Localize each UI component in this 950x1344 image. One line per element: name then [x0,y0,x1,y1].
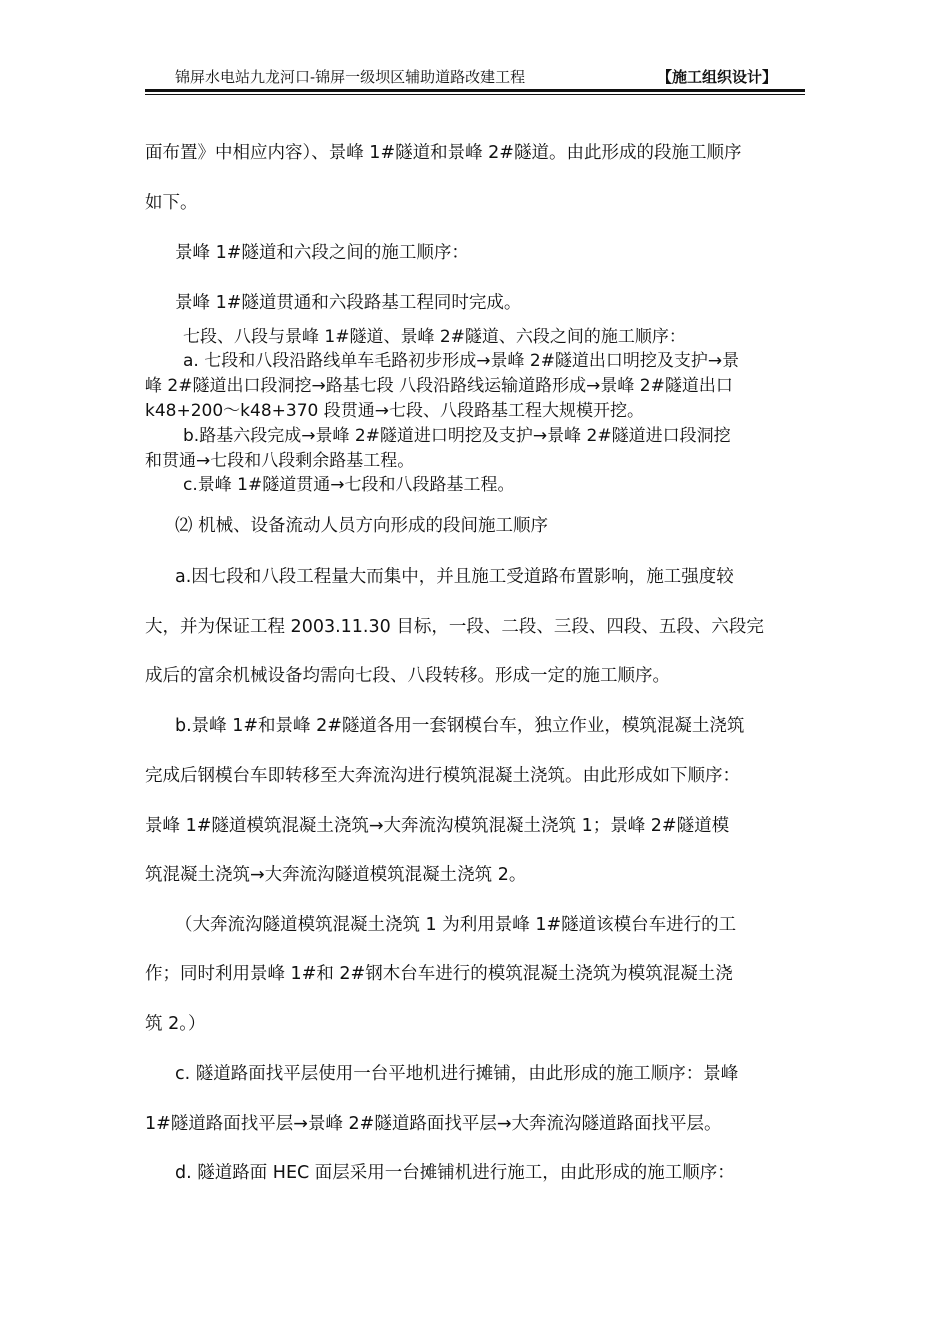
text-line: 和贯通→七段和八段剩余路基工程。 [145,451,415,471]
text-line: 七段、八段与景峰 1#隧道、景峰 2#隧道、六段之间的施工顺序： [183,327,686,347]
header-section-label: 【施工组织设计】 [656,68,777,86]
text-line: （大奔流沟隧道模筑混凝土浇筑 1 为利用景峰 1#隧道该模台车进行的工 [175,915,737,935]
text-line: 1#隧道路面找平层→景峰 2#隧道路面找平层→大奔流沟隧道路面找平层。 [145,1114,722,1134]
text-line: k48+200～k48+370 段贯通→七段、八段路基工程大规模开挖。 [145,401,644,421]
text-line: a. 七段和八段沿路线单车毛路初步形成→景峰 2#隧道出口明挖及支护→景 [183,351,740,371]
text-line: 大，并为保证工程 2003.11.30 目标，一段、二段、三段、四段、五段、六段完 [145,617,764,637]
page-header [145,66,805,88]
header-rule-thick [145,89,805,92]
text-line: c. 隧道路面找平层使用一台平地机进行摊铺，由此形成的施工顺序：景峰 [175,1064,739,1084]
text-line: 如下。 [145,193,198,213]
text-line: 完成后钢模台车即转移至大奔流沟进行模筑混凝土浇筑。由此形成如下顺序： [145,766,740,786]
text-line: 筑 2。） [145,1014,206,1034]
text-line: a.因七段和八段工程量大而集中，并且施工受道路布置影响，施工强度较 [175,567,734,587]
text-line: 筑混凝土浇筑→大奔流沟隧道模筑混凝土浇筑 2。 [145,865,527,885]
text-line: c.景峰 1#隧道贯通→七段和八段路基工程。 [183,475,515,495]
text-line: b.景峰 1#和景峰 2#隧道各用一套钢模台车，独立作业，模筑混凝土浇筑 [175,716,745,736]
text-line: 作；同时利用景峰 1#和 2#钢木台车进行的模筑混凝土浇筑为模筑混凝土浇 [145,964,733,984]
text-line: 景峰 1#隧道和六段之间的施工顺序： [175,243,469,263]
text-line: d. 隧道路面 HEC 面层采用一台摊铺机进行施工，由此形成的施工顺序： [175,1163,735,1183]
text-line: ⑵ 机械、设备流动人员方向形成的段间施工顺序 [175,516,549,536]
text-line: 面布置》中相应内容）、景峰 1#隧道和景峰 2#隧道。由此形成的段施工顺序 [145,143,742,163]
text-line: 景峰 1#隧道模筑混凝土浇筑→大奔流沟模筑混凝土浇筑 1；景峰 2#隧道模 [145,816,730,836]
header-project-title: 锦屏水电站九龙河口-锦屏一级坝区辅助道路改建工程 [175,68,526,86]
header-rule-thin [145,94,805,95]
text-line: b.路基六段完成→景峰 2#隧道进口明挖及支护→景峰 2#隧道进口段洞挖 [183,426,731,446]
text-line: 成后的富余机械设备均需向七段、八段转移。形成一定的施工顺序。 [145,666,670,686]
text-line: 峰 2#隧道出口段洞挖→路基七段 八段沿路线运输道路形成→景峰 2#隧道出口 [145,376,733,396]
text-line: 景峰 1#隧道贯通和六段路基工程同时完成。 [175,293,522,313]
